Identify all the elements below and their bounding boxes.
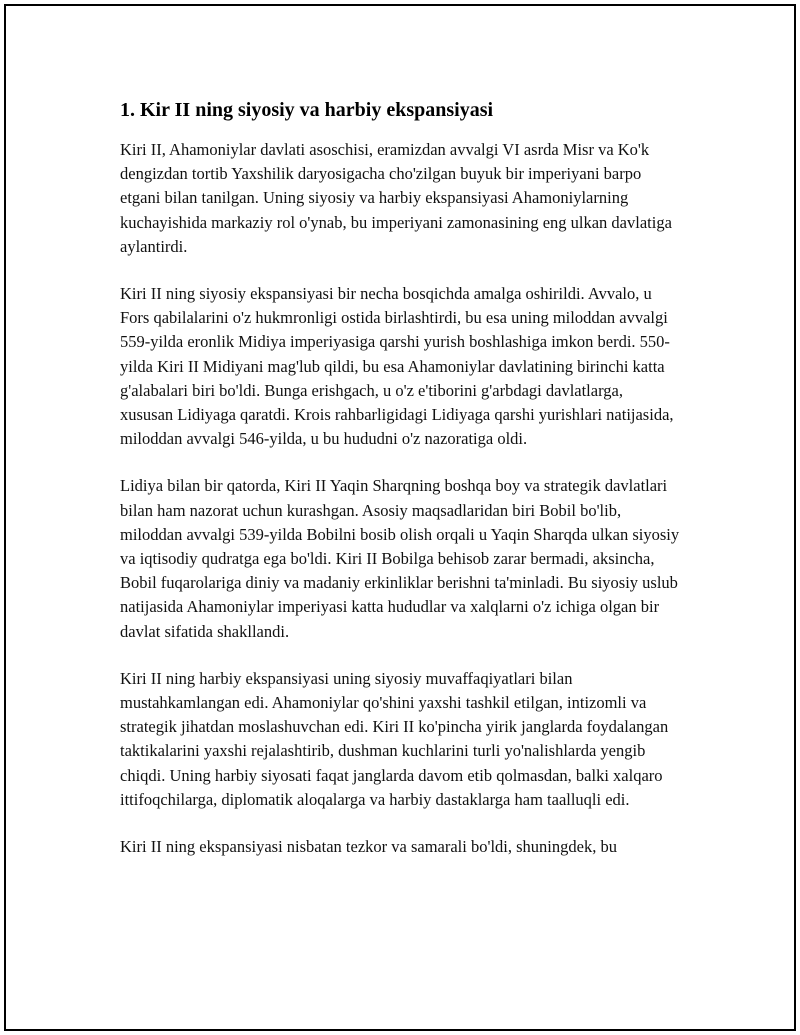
paragraph: Kiri II ning harbiy ekspansiyasi uning siyosiy muvaffaqiyatlari bilan mustahkamlangan edi. Ahamoniylar qo'shini yaxshi tashkil etilgan, intizomli va strategik jihatdan moslashuvchan edi. Kiri II ko'pincha yirik janglarda foydalangan taktikalarini yaxshi rejalashtirib, dushman kuchlarini turli yo'nalishlarda yengib chiqdi. Uning harbiy siyosati faqat janglarda davom etib qolmasdan, balki xalqaro ittifoqchilarga, diplomatik aloqalarga va harbiy dastaklarga ham taalluqli edi.: [120, 668, 669, 809]
paragraph: Lidiya bilan bir qatorda, Kiri II Yaqin Sharqning boshqa boy va strategik davlatlari bilan ham nazorat uchun kurashgan. Asosiy maqsadlaridan biri Bobil bo'lib, miloddan avvalgi 539-yilda Bobilni bosib olish orqali u Yaqin Sharqda ulkan siyosiy va iqtisodiy qudratga ega bo'ldi. Kiri II Bobilga behisob zarar bermadi, aksincha, Bobil fuqarolariga diniy va madaniy erkinliklar berishni ta'minladi. Bu siyosiy uslub natijasida Ahamoniylar imperiyasi katta hududlar va xalqlarni o'z ichiga olgan bir davlat sifatida shakllandi.: [120, 476, 680, 641]
paragraph: Kiri II, Ahamoniylar davlati asoschisi, eramizdan avvalgi VI asrda Misr va Ko'k dengizdan tortib Yaxshilik daryosigacha cho'zilgan buyuk bir imperiyani barpo etgani bilan tanilgan. Uning siyosiy va harbiy ekspansiyasi Ahamoniylarning kuchayishida markaziy rol o'ynab, bu imperiyani zamonasining eng ulkan davlatiga aylantirdi.: [120, 140, 672, 256]
section-heading: 1. Kir II ning siyosiy va harbiy ekspansiyasi: [120, 99, 494, 121]
paragraph: Kiri II ning siyosiy ekspansiyasi bir necha bosqichda amalga oshirildi. Avvalo, u Fors qabilalarini o'z hukmronligi ostida birlashtirdi, bu esa uning miloddan avvalgi 559-yilda eronlik Midiya imperiyasiga qarshi yurish boshlashiga imkon berdi. 550-yilda Kiri II Midiyani mag'lub qildi, bu esa Ahamoniylar davlatining birinchi katta g'alabalari biri bo'ldi. Bunga erishgach, u o'z e'tiborini g'arbdagi davlatlarga, xususan Lidiyaga qaratdi. Krois rahbarligidagi Lidiyaga qarshi yurishlari natijasida, miloddan avvalgi 546-yilda, u bu hududni o'z nazoratiga oldi.: [120, 284, 674, 449]
document-page: [4, 4, 796, 1031]
document-body: [120, 96, 680, 882]
paragraph: Kiri II ning ekspansiyasi nisbatan tezkor va samarali bo'ldi, shuningdek, bu: [120, 837, 617, 857]
